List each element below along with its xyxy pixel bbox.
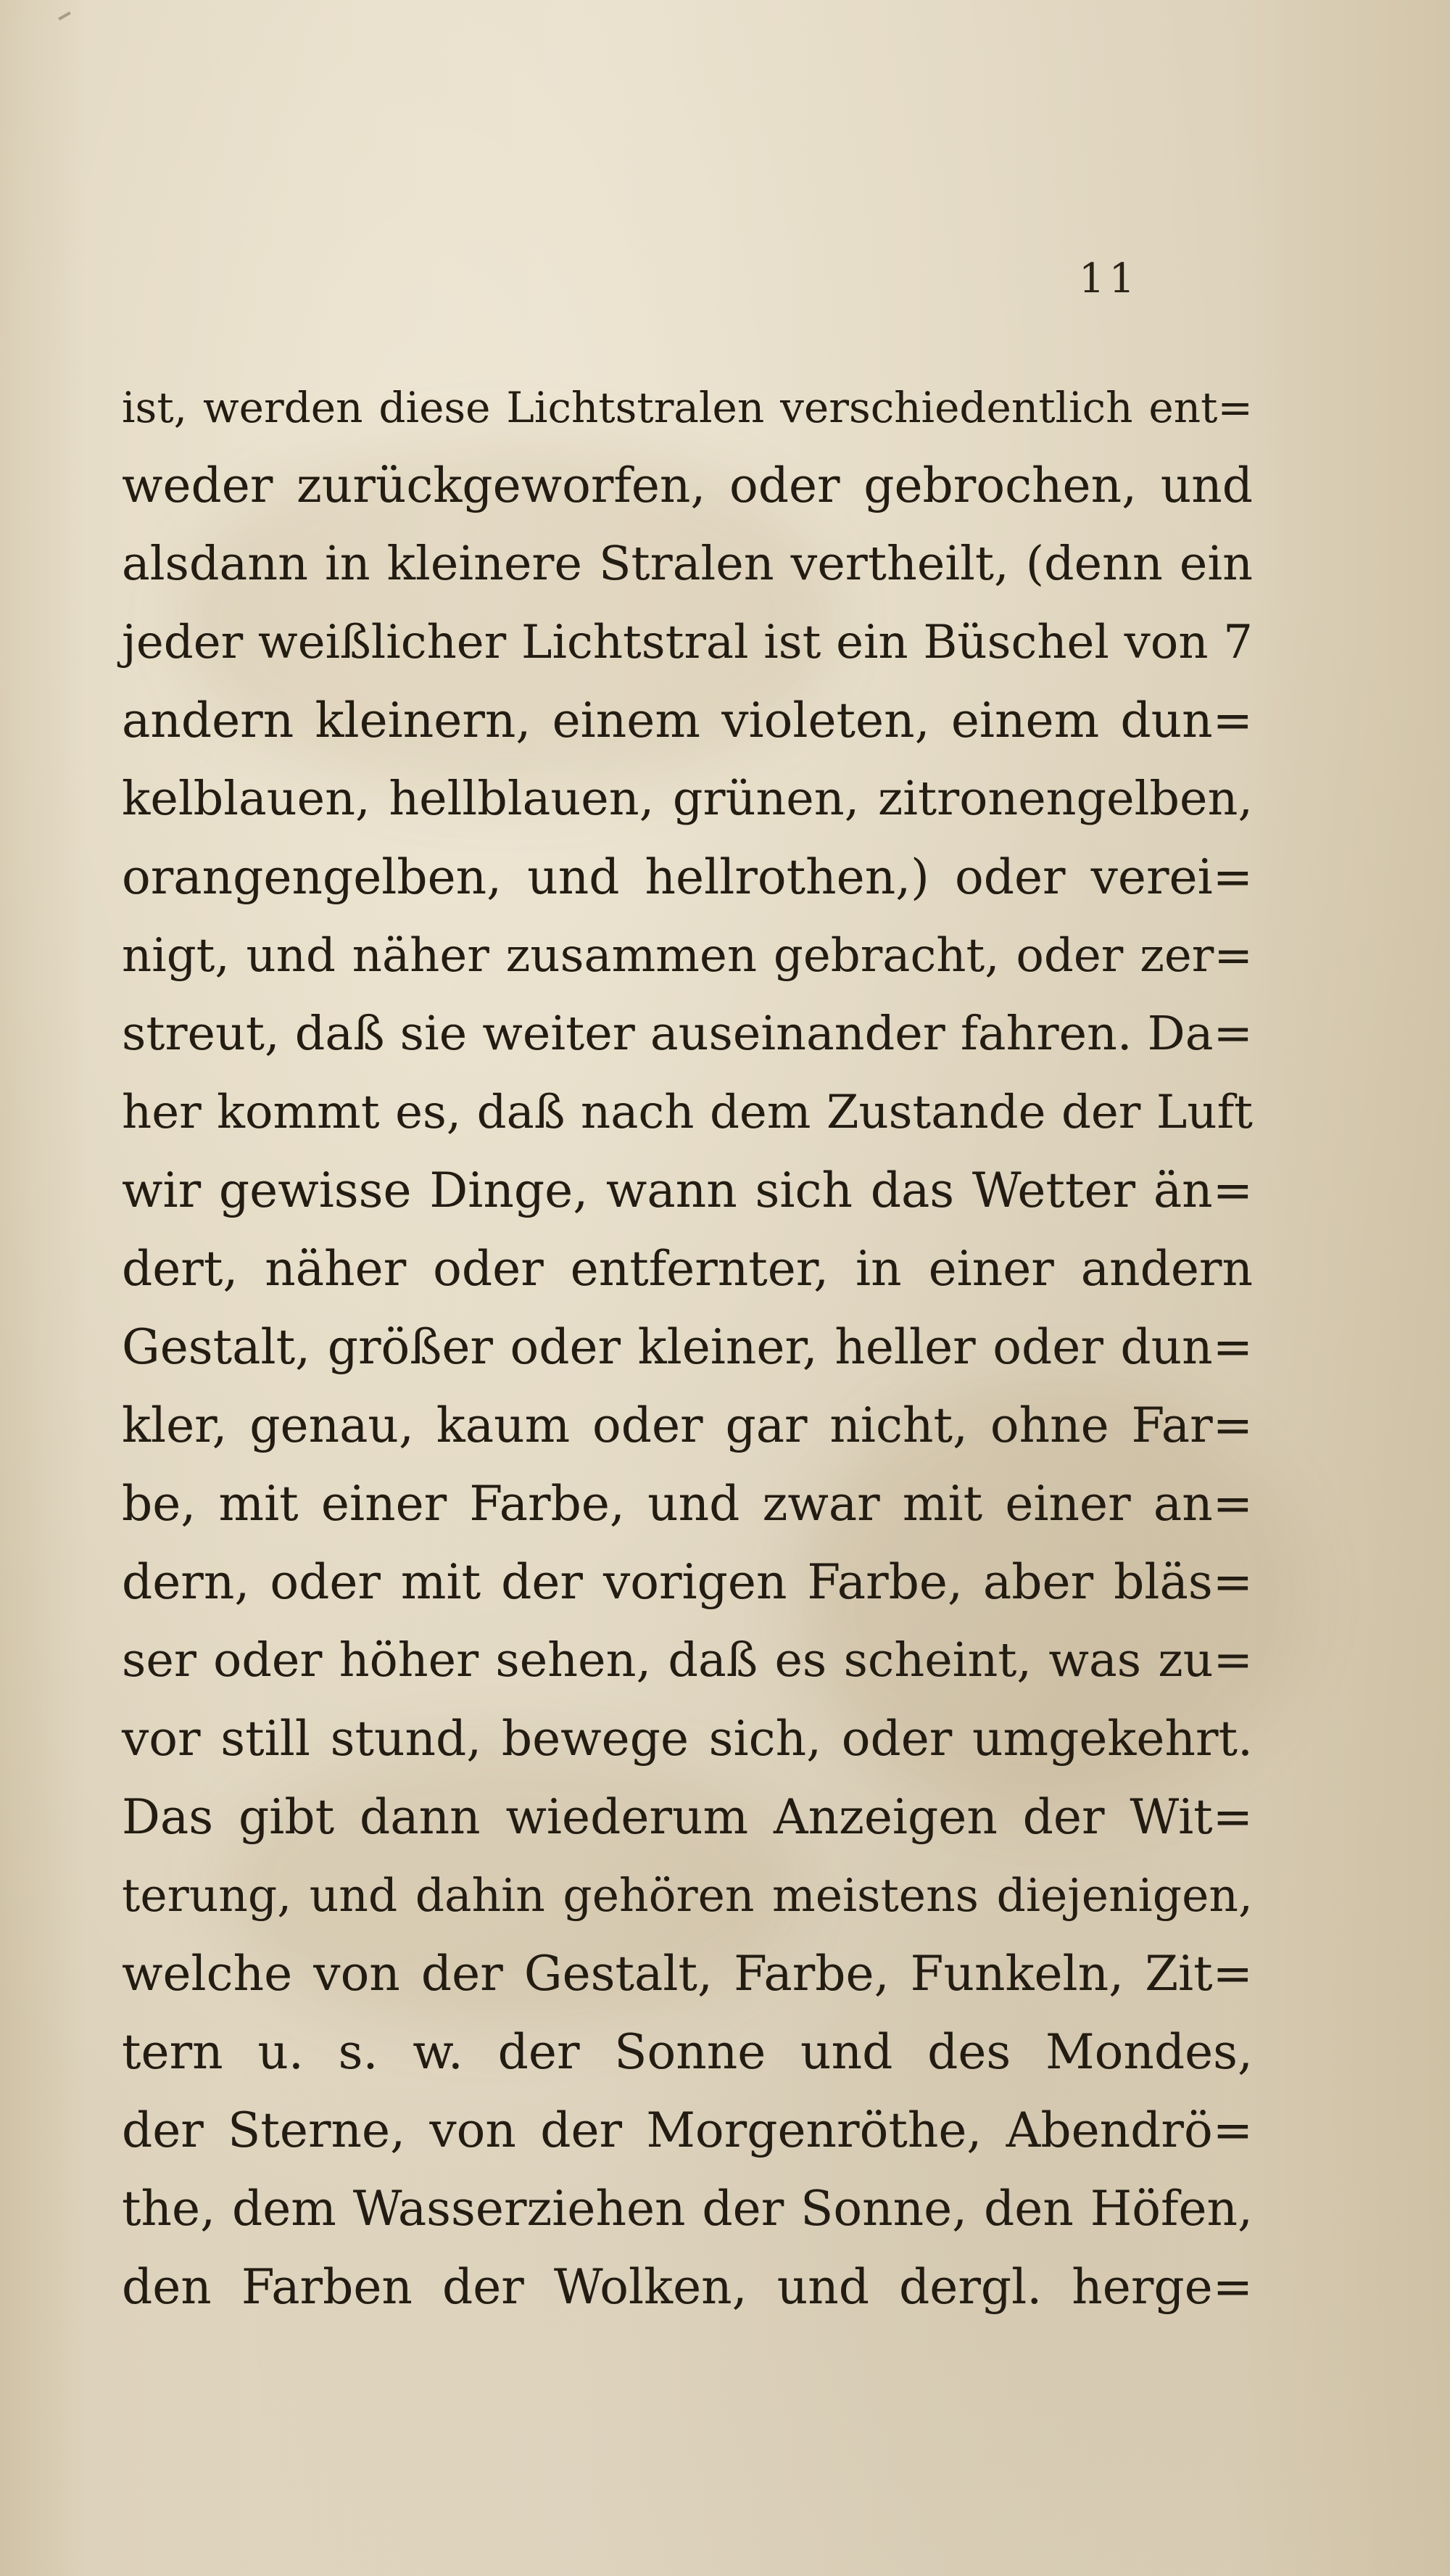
text-line: Das gibt dann wiederum Anzeigen der Wit= [122,1789,1253,1845]
paper-speck [58,12,71,20]
text-line: be, mit einer Farbe, und zwar mit einer an= [122,1476,1253,1532]
text-line: orangengelben, und hellrothen,) oder verei= [122,849,1253,905]
text-line: alsdann in kleinere Stralen vertheilt, (denn ein [122,537,1253,591]
text-line: streut, daß sie weiter auseinander fahren. Da= [122,1007,1253,1061]
page-number: 11 [1079,255,1140,302]
text-line: terung, und dahin gehören meistens diejenigen, [122,1869,1253,1922]
text-line: nigt, und näher zusammen gebracht, oder zer= [122,929,1253,983]
text-line: tern u. s. w. der Sonne und des Mondes, [122,2024,1253,2080]
text-line: vor still stund, bewege sich, oder umgekehrt. [122,1711,1253,1767]
text-line: der Sterne, von der Morgenröthe, Abendrö= [122,2102,1253,2158]
text-line: den Farben der Wolken, und dergl. herge= [122,2259,1253,2315]
text-line: Gestalt, größer oder kleiner, heller oder dun= [122,1319,1253,1375]
text-line: kelblauen, hellblauen, grünen, zitronengelben, [122,772,1253,826]
text-line: her kommt es, daß nach dem Zustande der Luft [122,1086,1253,1139]
text-line: dern, oder mit der vorigen Farbe, aber bläs= [122,1554,1253,1610]
text-line: ser oder höher sehen, daß es scheint, was zu= [122,1633,1253,1688]
text-line: jeder weißlicher Lichtstral ist ein Büschel von 7 [122,616,1253,669]
text-line: dert, näher oder entfernter, in einer andern [122,1241,1253,1297]
text-line: ist, werden diese Lichtstralen verschiedentlich ent= [122,383,1253,432]
text-line: wir gewisse Dinge, wann sich das Wetter än= [122,1163,1253,1218]
text-line: andern kleinern, einem violeten, einem dun= [122,693,1253,748]
body-text [122,368,1253,2327]
text-line: weder zurückgeworfen, oder gebrochen, und [122,458,1253,513]
text-line: the, dem Wasserziehen der Sonne, den Höfen, [122,2181,1253,2237]
text-line: welche von der Gestalt, Farbe, Funkeln, Zit= [122,1946,1253,2002]
text-line: kler, genau, kaum oder gar nicht, ohne Far= [122,1398,1253,1453]
